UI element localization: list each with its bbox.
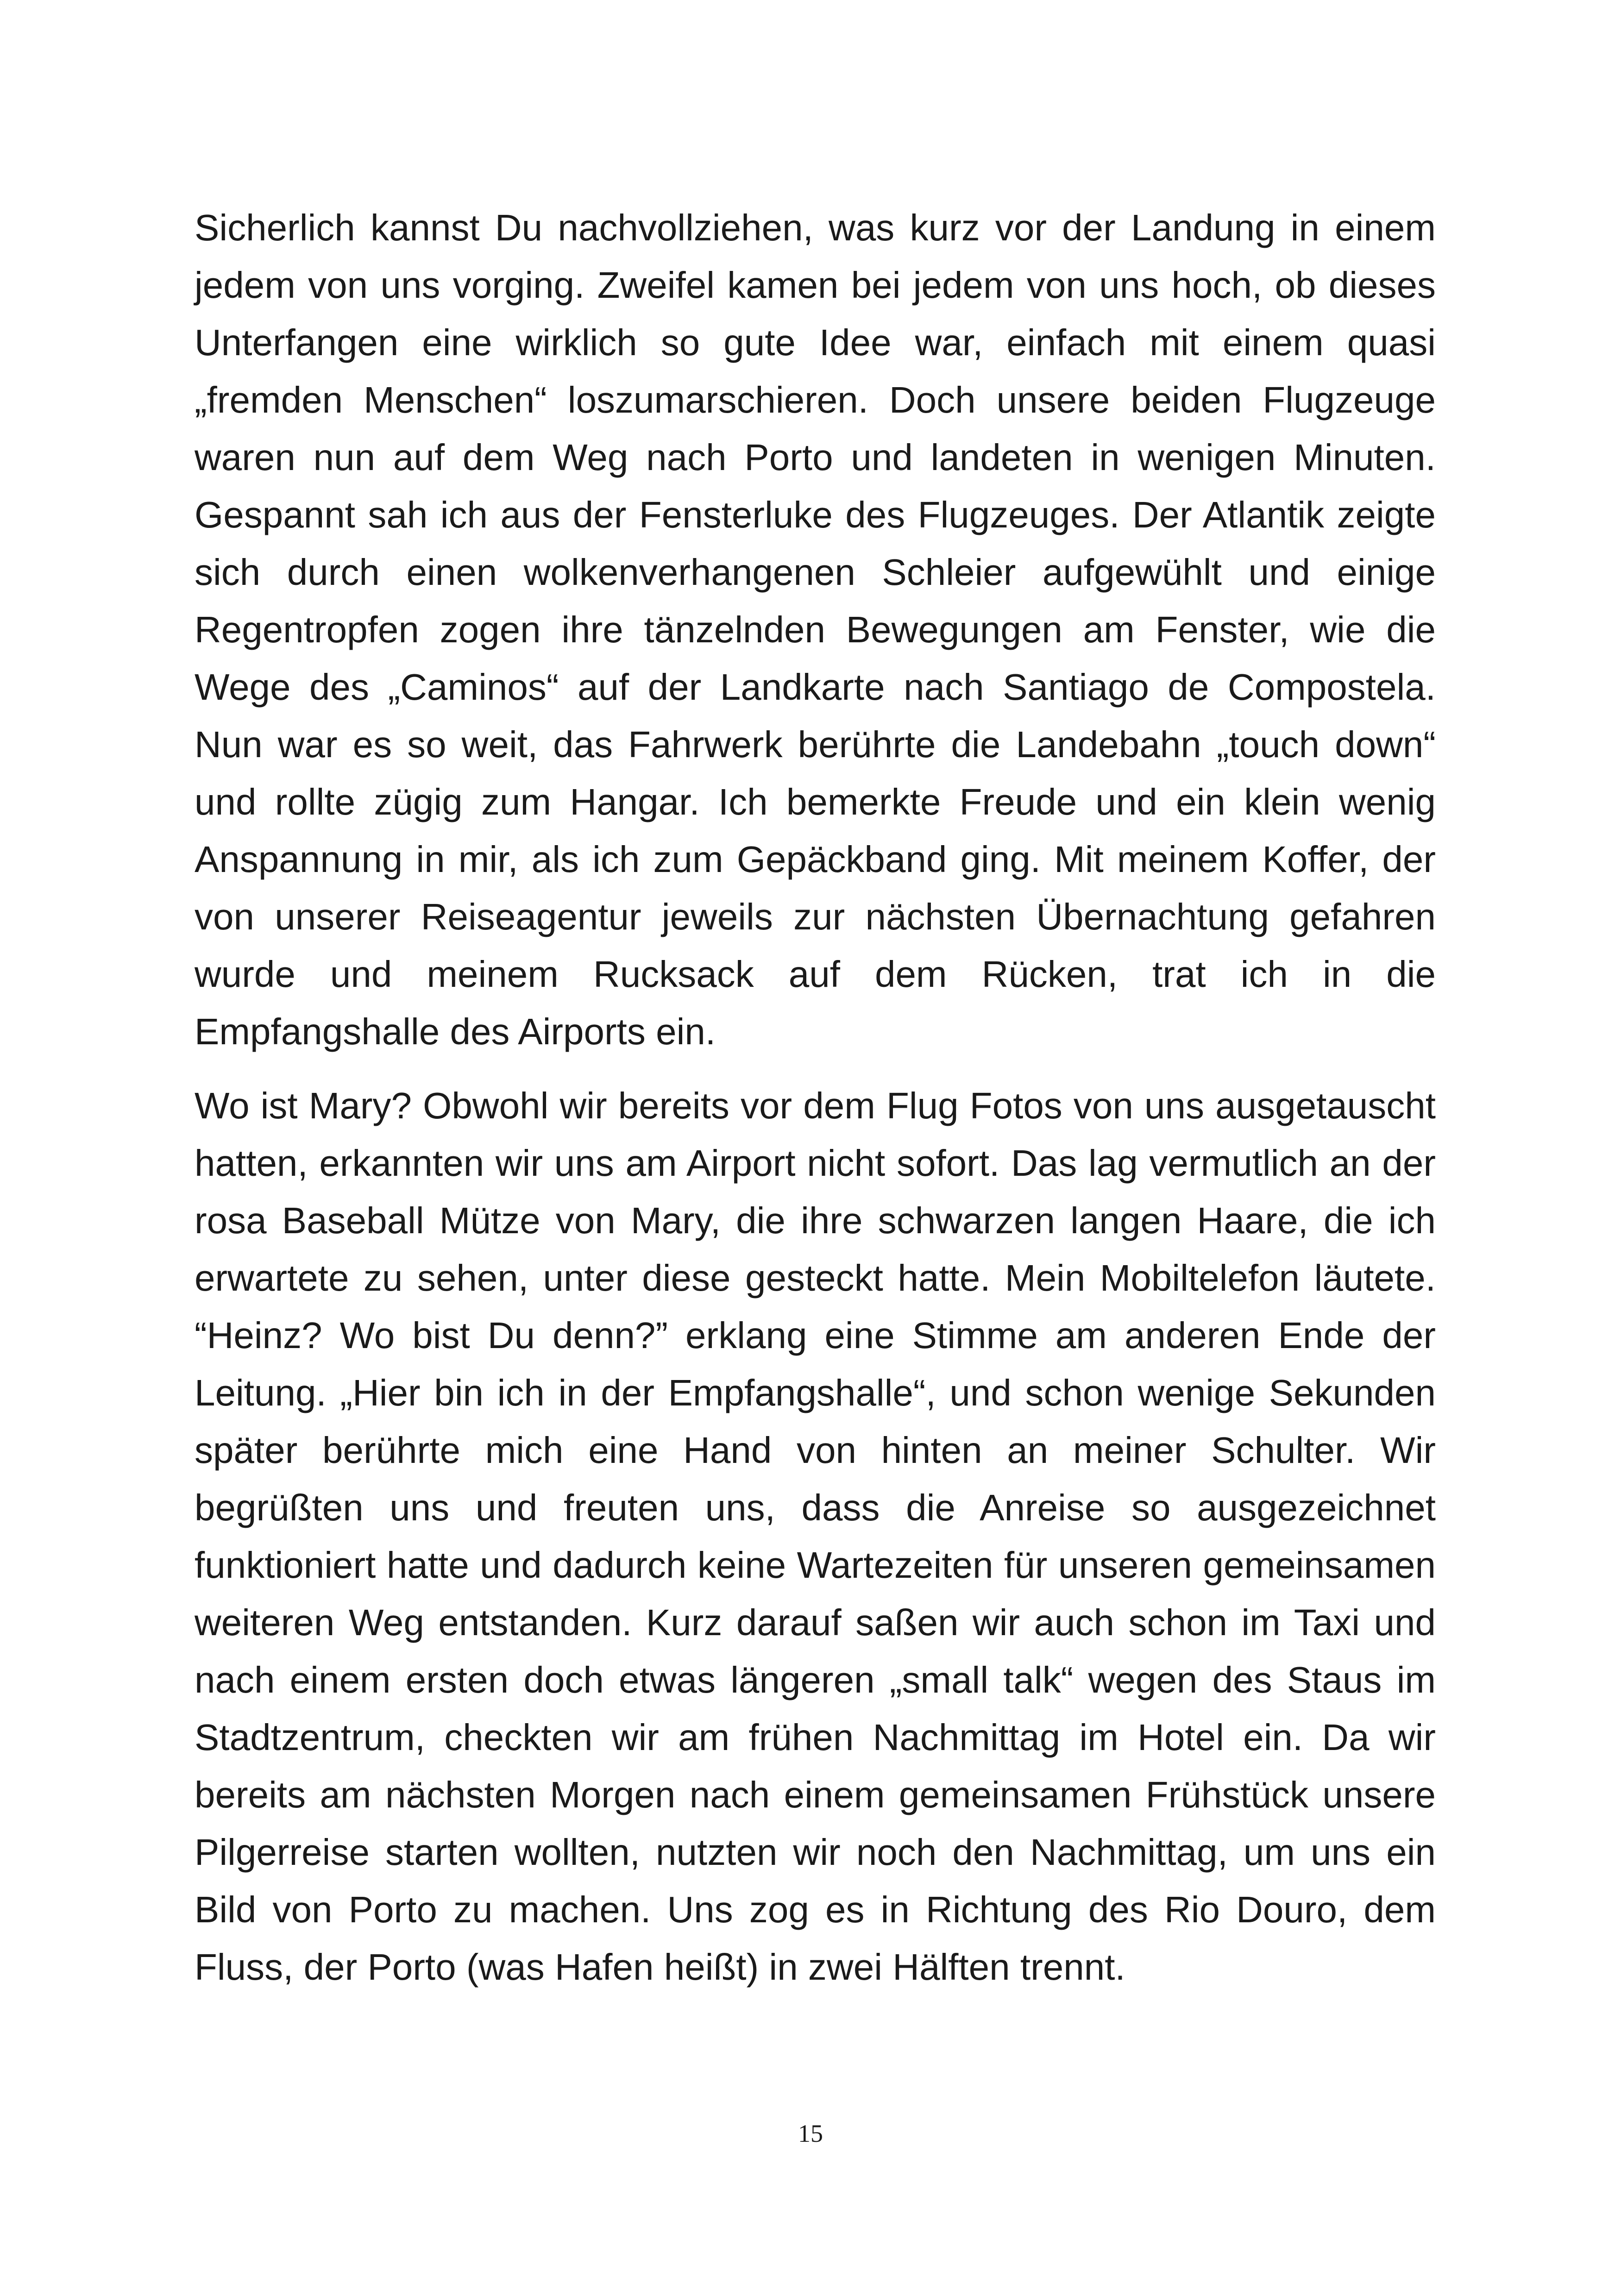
paragraph-1: Sicherlich kannst Du nachvollziehen, was kurz vor der Landung in einem jedem von uns vorging. Zweifel kamen bei jedem von uns hoch, ob dieses Unterfangen eine wirklich so gute Idee war, einfach mit einem quasi „fremden Menschen“ loszumarschieren. Doch unsere beiden Flugzeuge waren nun auf dem Weg nach Porto und landeten in wenigen Minuten. Gespannt sah ich aus der Fensterluke des Flugzeuges. Der Atlantik zeigte sich durch einen wolkenverhangenen Schleier aufgewühlt und einige Regentropfen zogen ihre tänzelnden Bewegungen am Fenster, wie die Wege des „Caminos“ auf der Landkarte nach Santiago de Compostela. Nun war es so weit, das Fahrwerk berührte die Landebahn „touch down“ und rollte zügig zum Hangar. Ich bemerkte Freude und ein klein wenig Anspannung in mir, als ich zum Gepäckband ging. Mit meinem Koffer, der von unserer Reiseagentur jeweils zur nächsten Übernachtung gefahren wurde und meinem Rucksack auf dem Rücken, trat ich in die Empfangshalle des Airports ein. xyxy=(195,207,1436,1052)
paragraph-2: Wo ist Mary? Obwohl wir bereits vor dem Flug Fotos von uns ausgetauscht hatten, erkannten wir uns am Airport nicht sofort. Das lag vermutlich an der rosa Baseball Mütze von Mary, die ihre schwarzen langen Haare, die ich erwartete zu sehen, unter diese gesteckt hatte. Mein Mobiltelefon läutete. “Heinz? Wo bist Du denn?” erklang eine Stimme am anderen Ende der Leitung. „Hier bin ich in der Empfangshalle“, und schon wenige Sekunden später berührte mich eine Hand von hinten an meiner Schulter. Wir begrüßten uns und freuten uns, dass die Anreise so ausgezeichnet funktioniert hatte und dadurch keine Wartezeiten für unseren gemeinsamen weiteren Weg entstanden. Kurz darauf saßen wir auch schon im Taxi und nach einem ersten doch etwas längeren „small talk“ wegen des Staus im Stadtzentrum, checkten wir am frühen Nachmittag im Hotel ein. Da wir bereits am nächsten Morgen nach einem gemeinsamen Frühstück unsere Pilgerreise starten wollten, nutzten wir noch den Nachmittag, um uns ein Bild von Porto zu machen. Uns zog es in Richtung des Rio Douro, dem Fluss, der Porto (was Hafen heißt) in zwei Hälften trennt. xyxy=(195,1085,1436,1988)
page-number: 15 xyxy=(798,2120,823,2147)
body-text xyxy=(195,199,1436,1996)
